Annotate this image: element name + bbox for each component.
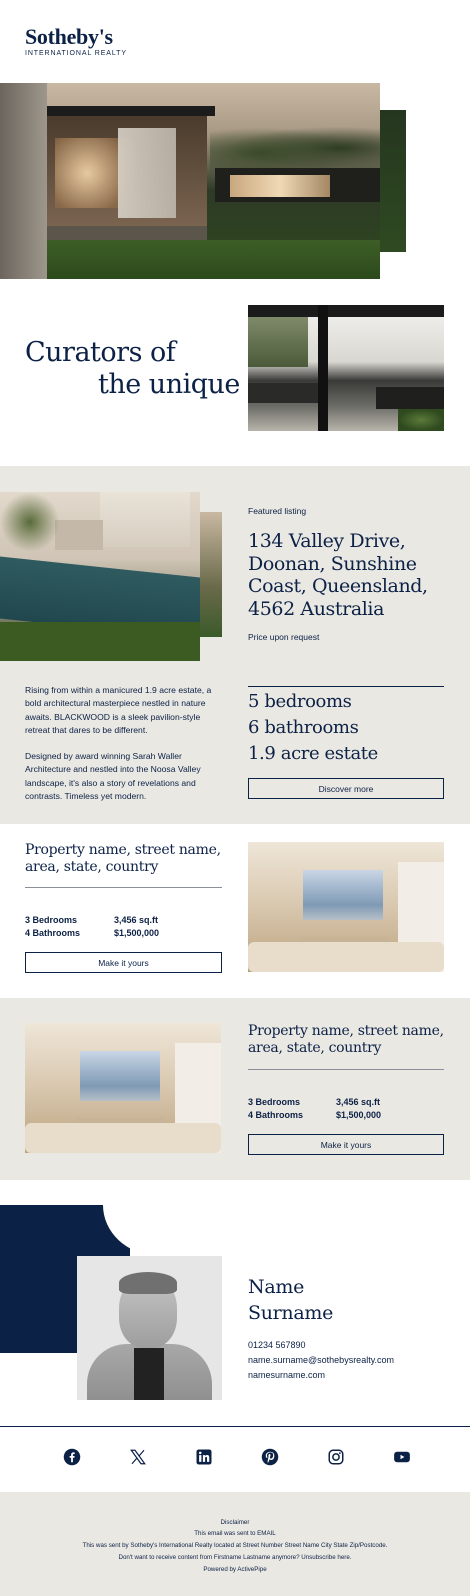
pool-image-offset bbox=[200, 512, 222, 637]
description-paragraph: Rising from within a manicured 1.9 acre estate, a bold architectural masterpiece nestled in nature awaits. BLACKWOOD is a sleek pavilion-style retreat that dares to be different. bbox=[25, 685, 212, 735]
youtube-icon[interactable] bbox=[393, 1448, 413, 1468]
description-paragraph: Designed by award winning Sarah Waller Architecture and nestled into the Noosa Valley landscape, it's also a story of revelations and contrasts. Timeless yet modern. bbox=[25, 751, 201, 802]
property-price: $1,500,000 bbox=[114, 928, 160, 938]
featured-label: Featured listing bbox=[248, 506, 307, 516]
agent-last-name: Surname bbox=[248, 1302, 334, 1324]
linkedin-icon[interactable] bbox=[195, 1448, 215, 1468]
property-title[interactable]: Property name, street name, area, state, country bbox=[248, 1023, 444, 1056]
divider bbox=[25, 887, 222, 888]
agent-name bbox=[248, 1274, 333, 1326]
property-bedrooms: 3 Bedrooms bbox=[25, 915, 78, 925]
instagram-icon[interactable] bbox=[327, 1448, 347, 1468]
agent-first-name: Name bbox=[248, 1276, 305, 1298]
property-bathrooms: 4 Bathrooms bbox=[248, 1110, 304, 1120]
footer-unsubscribe[interactable]: Don't want to receive content from Firstname Lastname anymore? Unsubscribe here. bbox=[118, 1554, 352, 1561]
divider bbox=[248, 686, 444, 687]
property-bathrooms: 4 Bathrooms bbox=[25, 928, 81, 938]
property-title[interactable]: Property name, street name, area, state, country bbox=[25, 842, 221, 875]
brand-tagline: INTERNATIONAL REALTY bbox=[25, 50, 127, 57]
facebook-icon[interactable] bbox=[63, 1448, 83, 1468]
footer-sent-by: This was sent by Sotheby's International Realty located at Street Number Street Name City State Zip/Postcode. bbox=[82, 1542, 388, 1549]
pinterest-icon[interactable] bbox=[261, 1448, 281, 1468]
property-area: 3,456 sq.ft bbox=[336, 1097, 381, 1107]
pool-image bbox=[0, 492, 200, 661]
property-bedrooms: 3 Bedrooms bbox=[248, 1097, 301, 1107]
footer-sent-to: This email was sent to EMAIL bbox=[194, 1530, 276, 1537]
featured-description bbox=[25, 684, 225, 803]
property-image[interactable] bbox=[248, 842, 444, 972]
agent-photo bbox=[77, 1256, 222, 1400]
property-price: $1,500,000 bbox=[336, 1110, 382, 1120]
interior-image bbox=[248, 305, 444, 431]
hero-image bbox=[0, 83, 380, 279]
make-it-yours-button[interactable]: Make it yours bbox=[25, 952, 222, 973]
property-area: 3,456 sq.ft bbox=[114, 915, 159, 925]
make-it-yours-button[interactable]: Make it yours bbox=[248, 1134, 444, 1155]
stat-bathrooms: 6 bathrooms bbox=[248, 717, 359, 738]
agent-email[interactable]: name.surname@sothebysrealty.com bbox=[248, 1355, 395, 1365]
discover-more-button[interactable]: Discover more bbox=[248, 778, 444, 799]
agent-phone[interactable]: 01234 567890 bbox=[248, 1340, 306, 1350]
hero-image-offset bbox=[380, 110, 406, 252]
featured-address: 134 Valley Drive, Doonan, Sunshine Coast, Queensland, 4562 Australia bbox=[248, 530, 428, 620]
divider bbox=[248, 1069, 444, 1070]
property-image[interactable] bbox=[25, 1023, 221, 1153]
intro-heading-line2: the unique bbox=[98, 369, 240, 400]
agent-website[interactable]: namesurname.com bbox=[248, 1370, 326, 1380]
footer-powered-by: Powered by ActivePipe bbox=[203, 1566, 267, 1573]
stat-bedrooms: 5 bedrooms bbox=[248, 691, 352, 712]
footer-disclaimer-link[interactable]: Disclaimer bbox=[220, 1519, 250, 1526]
divider bbox=[0, 1426, 470, 1427]
brand-logo[interactable]: Sotheby's bbox=[25, 24, 113, 49]
x-icon[interactable] bbox=[129, 1448, 149, 1468]
featured-price: Price upon request bbox=[248, 632, 320, 642]
stat-estate-size: 1.9 acre estate bbox=[248, 743, 378, 764]
intro-heading-line1: Curators of bbox=[25, 337, 176, 368]
